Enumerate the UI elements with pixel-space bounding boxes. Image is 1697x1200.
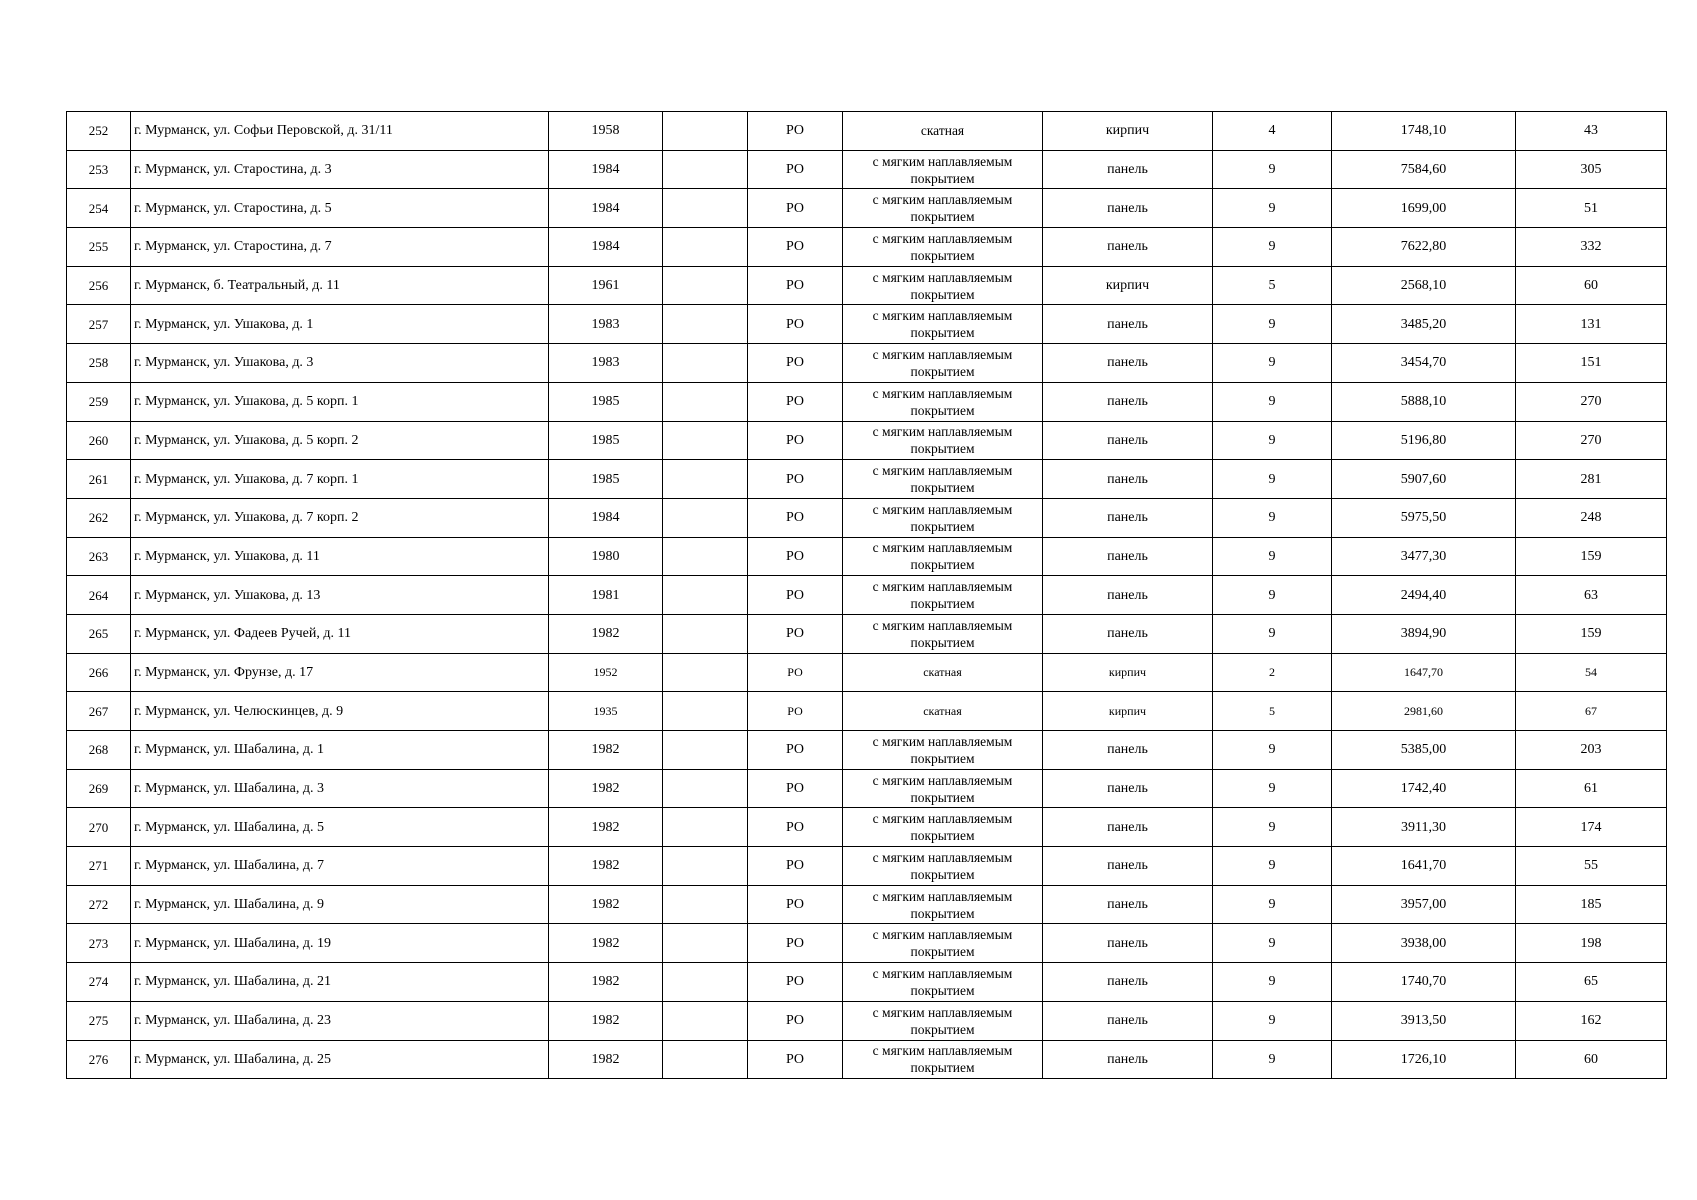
program-cell: РО [748, 731, 843, 770]
area-cell: 2981,60 [1332, 692, 1516, 731]
wall-material-cell: панель [1043, 189, 1213, 228]
floors-cell: 9 [1213, 382, 1332, 421]
empty-cell [663, 769, 748, 808]
row-number-cell: 261 [67, 460, 131, 499]
row-number-cell: 276 [67, 1040, 131, 1079]
year-built-cell: 1985 [549, 421, 663, 460]
program-cell: РО [748, 963, 843, 1002]
area-cell: 1740,70 [1332, 963, 1516, 1002]
row-number-cell: 270 [67, 808, 131, 847]
row-number-cell: 274 [67, 963, 131, 1002]
row-number-cell: 265 [67, 614, 131, 653]
area-cell: 1647,70 [1332, 653, 1516, 692]
residents-cell: 55 [1516, 847, 1667, 886]
empty-cell [663, 808, 748, 847]
area-cell: 3894,90 [1332, 614, 1516, 653]
wall-material-cell: панель [1043, 305, 1213, 344]
roof-type-cell: с мягким наплавляемым покрытием [843, 885, 1043, 924]
residents-cell: 159 [1516, 614, 1667, 653]
wall-material-cell: панель [1043, 1001, 1213, 1040]
area-cell: 5907,60 [1332, 460, 1516, 499]
wall-material-cell: панель [1043, 382, 1213, 421]
floors-cell: 5 [1213, 692, 1332, 731]
program-cell: РО [748, 614, 843, 653]
area-cell: 5888,10 [1332, 382, 1516, 421]
program-cell: РО [748, 537, 843, 576]
program-cell: РО [748, 150, 843, 189]
table-row [67, 1040, 1667, 1079]
roof-type-cell: с мягким наплавляемым покрытием [843, 344, 1043, 383]
table-row [67, 421, 1667, 460]
residents-cell: 51 [1516, 189, 1667, 228]
table-row [67, 576, 1667, 615]
row-number-cell: 256 [67, 266, 131, 305]
empty-cell [663, 344, 748, 383]
table-row [67, 1001, 1667, 1040]
area-cell: 7622,80 [1332, 228, 1516, 267]
residents-cell: 60 [1516, 1040, 1667, 1079]
row-number-cell: 272 [67, 885, 131, 924]
row-number-cell: 269 [67, 769, 131, 808]
year-built-cell: 1983 [549, 305, 663, 344]
area-cell: 5975,50 [1332, 498, 1516, 537]
residents-cell: 43 [1516, 112, 1667, 151]
table-row [67, 305, 1667, 344]
wall-material-cell: панель [1043, 150, 1213, 189]
program-cell: РО [748, 576, 843, 615]
roof-type-cell: скатная [843, 653, 1043, 692]
floors-cell: 9 [1213, 847, 1332, 886]
year-built-cell: 1982 [549, 769, 663, 808]
address-cell: г. Мурманск, ул. Шабалина, д. 3 [131, 769, 549, 808]
residents-cell: 270 [1516, 421, 1667, 460]
program-cell: РО [748, 498, 843, 537]
year-built-cell: 1982 [549, 924, 663, 963]
address-cell: г. Мурманск, ул. Шабалина, д. 9 [131, 885, 549, 924]
row-number-cell: 273 [67, 924, 131, 963]
program-cell: РО [748, 305, 843, 344]
program-cell: РО [748, 653, 843, 692]
row-number-cell: 254 [67, 189, 131, 228]
address-cell: г. Мурманск, б. Театральный, д. 11 [131, 266, 549, 305]
roof-type-cell: с мягким наплавляемым покрытием [843, 614, 1043, 653]
roof-type-cell: с мягким наплавляемым покрытием [843, 382, 1043, 421]
wall-material-cell: панель [1043, 1040, 1213, 1079]
row-number-cell: 255 [67, 228, 131, 267]
area-cell: 1748,10 [1332, 112, 1516, 151]
residents-cell: 270 [1516, 382, 1667, 421]
wall-material-cell: кирпич [1043, 653, 1213, 692]
floors-cell: 9 [1213, 537, 1332, 576]
roof-type-cell: с мягким наплавляемым покрытием [843, 769, 1043, 808]
row-number-cell: 268 [67, 731, 131, 770]
address-cell: г. Мурманск, ул. Ушакова, д. 5 корп. 2 [131, 421, 549, 460]
row-number-cell: 275 [67, 1001, 131, 1040]
year-built-cell: 1981 [549, 576, 663, 615]
roof-type-cell: с мягким наплавляемым покрытием [843, 150, 1043, 189]
address-cell: г. Мурманск, ул. Старостина, д. 5 [131, 189, 549, 228]
table-row [67, 498, 1667, 537]
empty-cell [663, 847, 748, 886]
document-page [66, 111, 1667, 1079]
address-cell: г. Мурманск, ул. Ушакова, д. 7 корп. 1 [131, 460, 549, 499]
residents-cell: 281 [1516, 460, 1667, 499]
year-built-cell: 1952 [549, 653, 663, 692]
residents-cell: 198 [1516, 924, 1667, 963]
row-number-cell: 253 [67, 150, 131, 189]
residents-cell: 332 [1516, 228, 1667, 267]
address-cell: г. Мурманск, ул. Ушакова, д. 1 [131, 305, 549, 344]
address-cell: г. Мурманск, ул. Ушакова, д. 11 [131, 537, 549, 576]
program-cell: РО [748, 1040, 843, 1079]
roof-type-cell: с мягким наплавляемым покрытием [843, 305, 1043, 344]
table-row [67, 731, 1667, 770]
area-cell: 1641,70 [1332, 847, 1516, 886]
address-cell: г. Мурманск, ул. Фрунзе, д. 17 [131, 653, 549, 692]
roof-type-cell: с мягким наплавляемым покрытием [843, 1040, 1043, 1079]
row-number-cell: 252 [67, 112, 131, 151]
address-cell: г. Мурманск, ул. Челюскинцев, д. 9 [131, 692, 549, 731]
floors-cell: 9 [1213, 614, 1332, 653]
wall-material-cell: кирпич [1043, 692, 1213, 731]
wall-material-cell: панель [1043, 614, 1213, 653]
empty-cell [663, 460, 748, 499]
wall-material-cell: панель [1043, 344, 1213, 383]
table-row [67, 847, 1667, 886]
address-cell: г. Мурманск, ул. Старостина, д. 7 [131, 228, 549, 267]
floors-cell: 9 [1213, 963, 1332, 1002]
floors-cell: 9 [1213, 1001, 1332, 1040]
floors-cell: 9 [1213, 1040, 1332, 1079]
empty-cell [663, 731, 748, 770]
address-cell: г. Мурманск, ул. Шабалина, д. 19 [131, 924, 549, 963]
year-built-cell: 1984 [549, 150, 663, 189]
row-number-cell: 258 [67, 344, 131, 383]
buildings-table [66, 111, 1667, 1079]
year-built-cell: 1982 [549, 808, 663, 847]
address-cell: г. Мурманск, ул. Ушакова, д. 5 корп. 1 [131, 382, 549, 421]
roof-type-cell: с мягким наплавляемым покрытием [843, 228, 1043, 267]
area-cell: 3911,30 [1332, 808, 1516, 847]
empty-cell [663, 382, 748, 421]
area-cell: 3454,70 [1332, 344, 1516, 383]
wall-material-cell: панель [1043, 498, 1213, 537]
table-row [67, 460, 1667, 499]
roof-type-cell: с мягким наплавляемым покрытием [843, 731, 1043, 770]
empty-cell [663, 885, 748, 924]
area-cell: 3485,20 [1332, 305, 1516, 344]
address-cell: г. Мурманск, ул. Ушакова, д. 13 [131, 576, 549, 615]
area-cell: 3957,00 [1332, 885, 1516, 924]
year-built-cell: 1958 [549, 112, 663, 151]
empty-cell [663, 692, 748, 731]
row-number-cell: 262 [67, 498, 131, 537]
row-number-cell: 263 [67, 537, 131, 576]
roof-type-cell: с мягким наплавляемым покрытием [843, 266, 1043, 305]
year-built-cell: 1985 [549, 382, 663, 421]
wall-material-cell: панель [1043, 963, 1213, 1002]
program-cell: РО [748, 1001, 843, 1040]
table-row [67, 653, 1667, 692]
empty-cell [663, 266, 748, 305]
table-row [67, 537, 1667, 576]
roof-type-cell: с мягким наплавляемым покрытием [843, 421, 1043, 460]
wall-material-cell: панель [1043, 460, 1213, 499]
address-cell: г. Мурманск, ул. Ушакова, д. 7 корп. 2 [131, 498, 549, 537]
residents-cell: 131 [1516, 305, 1667, 344]
table-row [67, 924, 1667, 963]
table-row [67, 692, 1667, 731]
roof-type-cell: с мягким наплавляемым покрытием [843, 576, 1043, 615]
year-built-cell: 1961 [549, 266, 663, 305]
residents-cell: 185 [1516, 885, 1667, 924]
program-cell: РО [748, 344, 843, 383]
roof-type-cell: с мягким наплавляемым покрытием [843, 189, 1043, 228]
program-cell: РО [748, 228, 843, 267]
area-cell: 3938,00 [1332, 924, 1516, 963]
residents-cell: 67 [1516, 692, 1667, 731]
row-number-cell: 260 [67, 421, 131, 460]
residents-cell: 63 [1516, 576, 1667, 615]
residents-cell: 305 [1516, 150, 1667, 189]
floors-cell: 9 [1213, 344, 1332, 383]
table-row [67, 344, 1667, 383]
empty-cell [663, 421, 748, 460]
roof-type-cell: скатная [843, 112, 1043, 151]
roof-type-cell: с мягким наплавляемым покрытием [843, 924, 1043, 963]
year-built-cell: 1984 [549, 498, 663, 537]
residents-cell: 151 [1516, 344, 1667, 383]
floors-cell: 9 [1213, 808, 1332, 847]
year-built-cell: 1935 [549, 692, 663, 731]
table-row [67, 769, 1667, 808]
wall-material-cell: панель [1043, 769, 1213, 808]
row-number-cell: 257 [67, 305, 131, 344]
row-number-cell: 267 [67, 692, 131, 731]
address-cell: г. Мурманск, ул. Шабалина, д. 5 [131, 808, 549, 847]
floors-cell: 9 [1213, 150, 1332, 189]
year-built-cell: 1982 [549, 847, 663, 886]
wall-material-cell: кирпич [1043, 266, 1213, 305]
program-cell: РО [748, 112, 843, 151]
program-cell: РО [748, 808, 843, 847]
floors-cell: 4 [1213, 112, 1332, 151]
empty-cell [663, 614, 748, 653]
roof-type-cell: скатная [843, 692, 1043, 731]
table-row [67, 614, 1667, 653]
year-built-cell: 1980 [549, 537, 663, 576]
year-built-cell: 1982 [549, 731, 663, 770]
table-body [67, 112, 1667, 1079]
floors-cell: 5 [1213, 266, 1332, 305]
address-cell: г. Мурманск, ул. Шабалина, д. 21 [131, 963, 549, 1002]
empty-cell [663, 963, 748, 1002]
empty-cell [663, 112, 748, 151]
residents-cell: 203 [1516, 731, 1667, 770]
residents-cell: 162 [1516, 1001, 1667, 1040]
residents-cell: 65 [1516, 963, 1667, 1002]
wall-material-cell: панель [1043, 731, 1213, 770]
table-row [67, 382, 1667, 421]
residents-cell: 60 [1516, 266, 1667, 305]
program-cell: РО [748, 460, 843, 499]
residents-cell: 54 [1516, 653, 1667, 692]
year-built-cell: 1982 [549, 1040, 663, 1079]
residents-cell: 159 [1516, 537, 1667, 576]
program-cell: РО [748, 924, 843, 963]
empty-cell [663, 305, 748, 344]
table-row [67, 112, 1667, 151]
residents-cell: 61 [1516, 769, 1667, 808]
area-cell: 5385,00 [1332, 731, 1516, 770]
program-cell: РО [748, 266, 843, 305]
year-built-cell: 1985 [549, 460, 663, 499]
table-row [67, 808, 1667, 847]
year-built-cell: 1984 [549, 189, 663, 228]
wall-material-cell: панель [1043, 924, 1213, 963]
floors-cell: 9 [1213, 924, 1332, 963]
empty-cell [663, 1001, 748, 1040]
program-cell: РО [748, 189, 843, 228]
wall-material-cell: панель [1043, 537, 1213, 576]
address-cell: г. Мурманск, ул. Софьи Перовской, д. 31/11 [131, 112, 549, 151]
program-cell: РО [748, 847, 843, 886]
area-cell: 5196,80 [1332, 421, 1516, 460]
program-cell: РО [748, 382, 843, 421]
empty-cell [663, 537, 748, 576]
table-row [67, 885, 1667, 924]
area-cell: 2494,40 [1332, 576, 1516, 615]
address-cell: г. Мурманск, ул. Шабалина, д. 1 [131, 731, 549, 770]
table-row [67, 266, 1667, 305]
address-cell: г. Мурманск, ул. Шабалина, д. 7 [131, 847, 549, 886]
area-cell: 2568,10 [1332, 266, 1516, 305]
empty-cell [663, 228, 748, 267]
address-cell: г. Мурманск, ул. Фадеев Ручей, д. 11 [131, 614, 549, 653]
program-cell: РО [748, 885, 843, 924]
wall-material-cell: панель [1043, 228, 1213, 267]
empty-cell [663, 653, 748, 692]
roof-type-cell: с мягким наплавляемым покрытием [843, 537, 1043, 576]
wall-material-cell: панель [1043, 847, 1213, 886]
floors-cell: 9 [1213, 189, 1332, 228]
floors-cell: 9 [1213, 731, 1332, 770]
area-cell: 1742,40 [1332, 769, 1516, 808]
residents-cell: 248 [1516, 498, 1667, 537]
floors-cell: 9 [1213, 769, 1332, 808]
empty-cell [663, 576, 748, 615]
area-cell: 1699,00 [1332, 189, 1516, 228]
empty-cell [663, 150, 748, 189]
address-cell: г. Мурманск, ул. Старостина, д. 3 [131, 150, 549, 189]
row-number-cell: 264 [67, 576, 131, 615]
row-number-cell: 271 [67, 847, 131, 886]
roof-type-cell: с мягким наплавляемым покрытием [843, 808, 1043, 847]
area-cell: 3477,30 [1332, 537, 1516, 576]
table-row [67, 228, 1667, 267]
program-cell: РО [748, 421, 843, 460]
empty-cell [663, 1040, 748, 1079]
table-row [67, 963, 1667, 1002]
address-cell: г. Мурманск, ул. Шабалина, д. 25 [131, 1040, 549, 1079]
address-cell: г. Мурманск, ул. Шабалина, д. 23 [131, 1001, 549, 1040]
floors-cell: 9 [1213, 460, 1332, 499]
roof-type-cell: с мягким наплавляемым покрытием [843, 963, 1043, 1002]
year-built-cell: 1982 [549, 614, 663, 653]
floors-cell: 9 [1213, 885, 1332, 924]
wall-material-cell: панель [1043, 808, 1213, 847]
year-built-cell: 1982 [549, 885, 663, 924]
roof-type-cell: с мягким наплавляемым покрытием [843, 498, 1043, 537]
wall-material-cell: панель [1043, 576, 1213, 615]
area-cell: 7584,60 [1332, 150, 1516, 189]
empty-cell [663, 924, 748, 963]
area-cell: 1726,10 [1332, 1040, 1516, 1079]
floors-cell: 9 [1213, 576, 1332, 615]
roof-type-cell: с мягким наплавляемым покрытием [843, 1001, 1043, 1040]
area-cell: 3913,50 [1332, 1001, 1516, 1040]
wall-material-cell: панель [1043, 421, 1213, 460]
wall-material-cell: кирпич [1043, 112, 1213, 151]
empty-cell [663, 498, 748, 537]
floors-cell: 9 [1213, 421, 1332, 460]
year-built-cell: 1983 [549, 344, 663, 383]
roof-type-cell: с мягким наплавляемым покрытием [843, 847, 1043, 886]
wall-material-cell: панель [1043, 885, 1213, 924]
floors-cell: 9 [1213, 228, 1332, 267]
program-cell: РО [748, 769, 843, 808]
floors-cell: 2 [1213, 653, 1332, 692]
residents-cell: 174 [1516, 808, 1667, 847]
year-built-cell: 1982 [549, 963, 663, 1002]
row-number-cell: 259 [67, 382, 131, 421]
floors-cell: 9 [1213, 498, 1332, 537]
year-built-cell: 1982 [549, 1001, 663, 1040]
empty-cell [663, 189, 748, 228]
floors-cell: 9 [1213, 305, 1332, 344]
table-row [67, 150, 1667, 189]
table-row [67, 189, 1667, 228]
year-built-cell: 1984 [549, 228, 663, 267]
program-cell: РО [748, 692, 843, 731]
row-number-cell: 266 [67, 653, 131, 692]
roof-type-cell: с мягким наплавляемым покрытием [843, 460, 1043, 499]
address-cell: г. Мурманск, ул. Ушакова, д. 3 [131, 344, 549, 383]
